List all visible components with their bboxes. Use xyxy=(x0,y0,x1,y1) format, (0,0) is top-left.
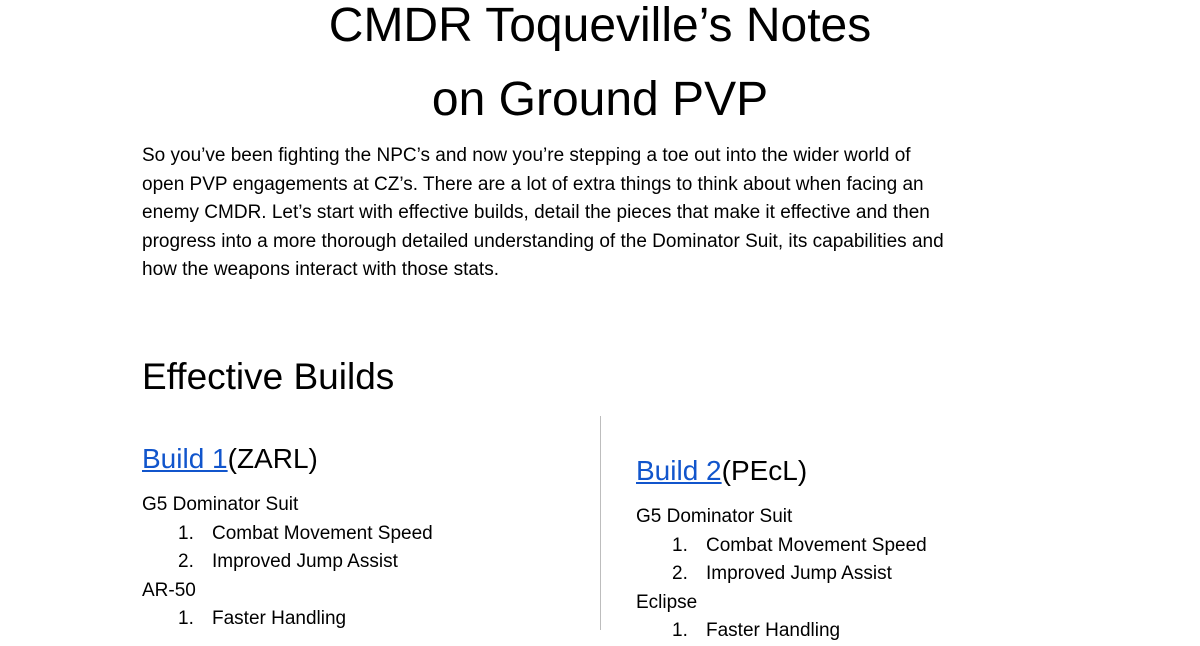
build-2-link[interactable]: Build 2 xyxy=(636,455,722,486)
build-2-item xyxy=(636,532,1076,561)
build-1-item xyxy=(142,577,582,606)
item-number: 1. xyxy=(672,534,688,556)
build-2-item-list xyxy=(636,503,1076,646)
intro-line: progress into a more thorough detailed understanding of the Dominator Suit, its capabilities and xyxy=(142,230,944,252)
build-1-tag: (ZARL) xyxy=(227,443,318,474)
item-number: 2. xyxy=(178,551,194,573)
build-2-title xyxy=(636,451,1076,491)
build-1-column xyxy=(142,439,582,634)
build-2-item xyxy=(636,617,1076,646)
item-text: Eclipse xyxy=(636,591,698,613)
build-2-item xyxy=(636,560,1076,589)
build-1-title xyxy=(142,439,582,479)
item-number: 2. xyxy=(672,563,688,585)
column-divider xyxy=(600,416,601,630)
item-text: Combat Movement Speed xyxy=(212,522,433,544)
item-text: Improved Jump Assist xyxy=(706,563,892,585)
build-1-item xyxy=(142,548,582,577)
build-2-item xyxy=(636,589,1076,618)
item-text: Faster Handling xyxy=(706,620,841,642)
build-2-column xyxy=(636,451,1076,646)
build-1-link[interactable]: Build 1 xyxy=(142,443,228,474)
item-number: 1. xyxy=(178,522,194,544)
item-text: G5 Dominator Suit xyxy=(142,494,299,515)
document-title-line-2: on Ground PVP xyxy=(431,73,769,126)
item-text: AR-50 xyxy=(142,579,196,601)
item-text: Improved Jump Assist xyxy=(212,551,398,573)
item-number: 1. xyxy=(178,608,194,630)
item-number: 1. xyxy=(672,620,688,642)
intro-line: So you’ve been fighting the NPC’s and now you’re stepping a toe out into the wider world of xyxy=(142,145,911,166)
document-title-line-1: CMDR Toqueville’s Notes xyxy=(328,0,872,52)
item-text: Faster Handling xyxy=(212,608,347,630)
section-heading-effective-builds: Effective Builds xyxy=(142,356,395,397)
intro-line: how the weapons interact with those stats. xyxy=(142,259,499,281)
build-1-item xyxy=(142,520,582,549)
item-text: Combat Movement Speed xyxy=(706,534,927,556)
build-1-item xyxy=(142,605,582,634)
item-text: G5 Dominator Suit xyxy=(636,506,793,527)
build-1-item-list xyxy=(142,491,582,634)
intro-line: open PVP engagements at CZ’s. There are a lot of extra things to think about when facing an xyxy=(142,173,924,195)
build-2-tag: (PEcL) xyxy=(721,455,808,486)
build-2-item xyxy=(636,503,1076,532)
intro-paragraph xyxy=(142,142,1062,285)
intro-line: enemy CMDR. Let’s start with effective builds, detail the pieces that make it effective and then xyxy=(142,202,930,224)
build-1-item xyxy=(142,491,582,520)
